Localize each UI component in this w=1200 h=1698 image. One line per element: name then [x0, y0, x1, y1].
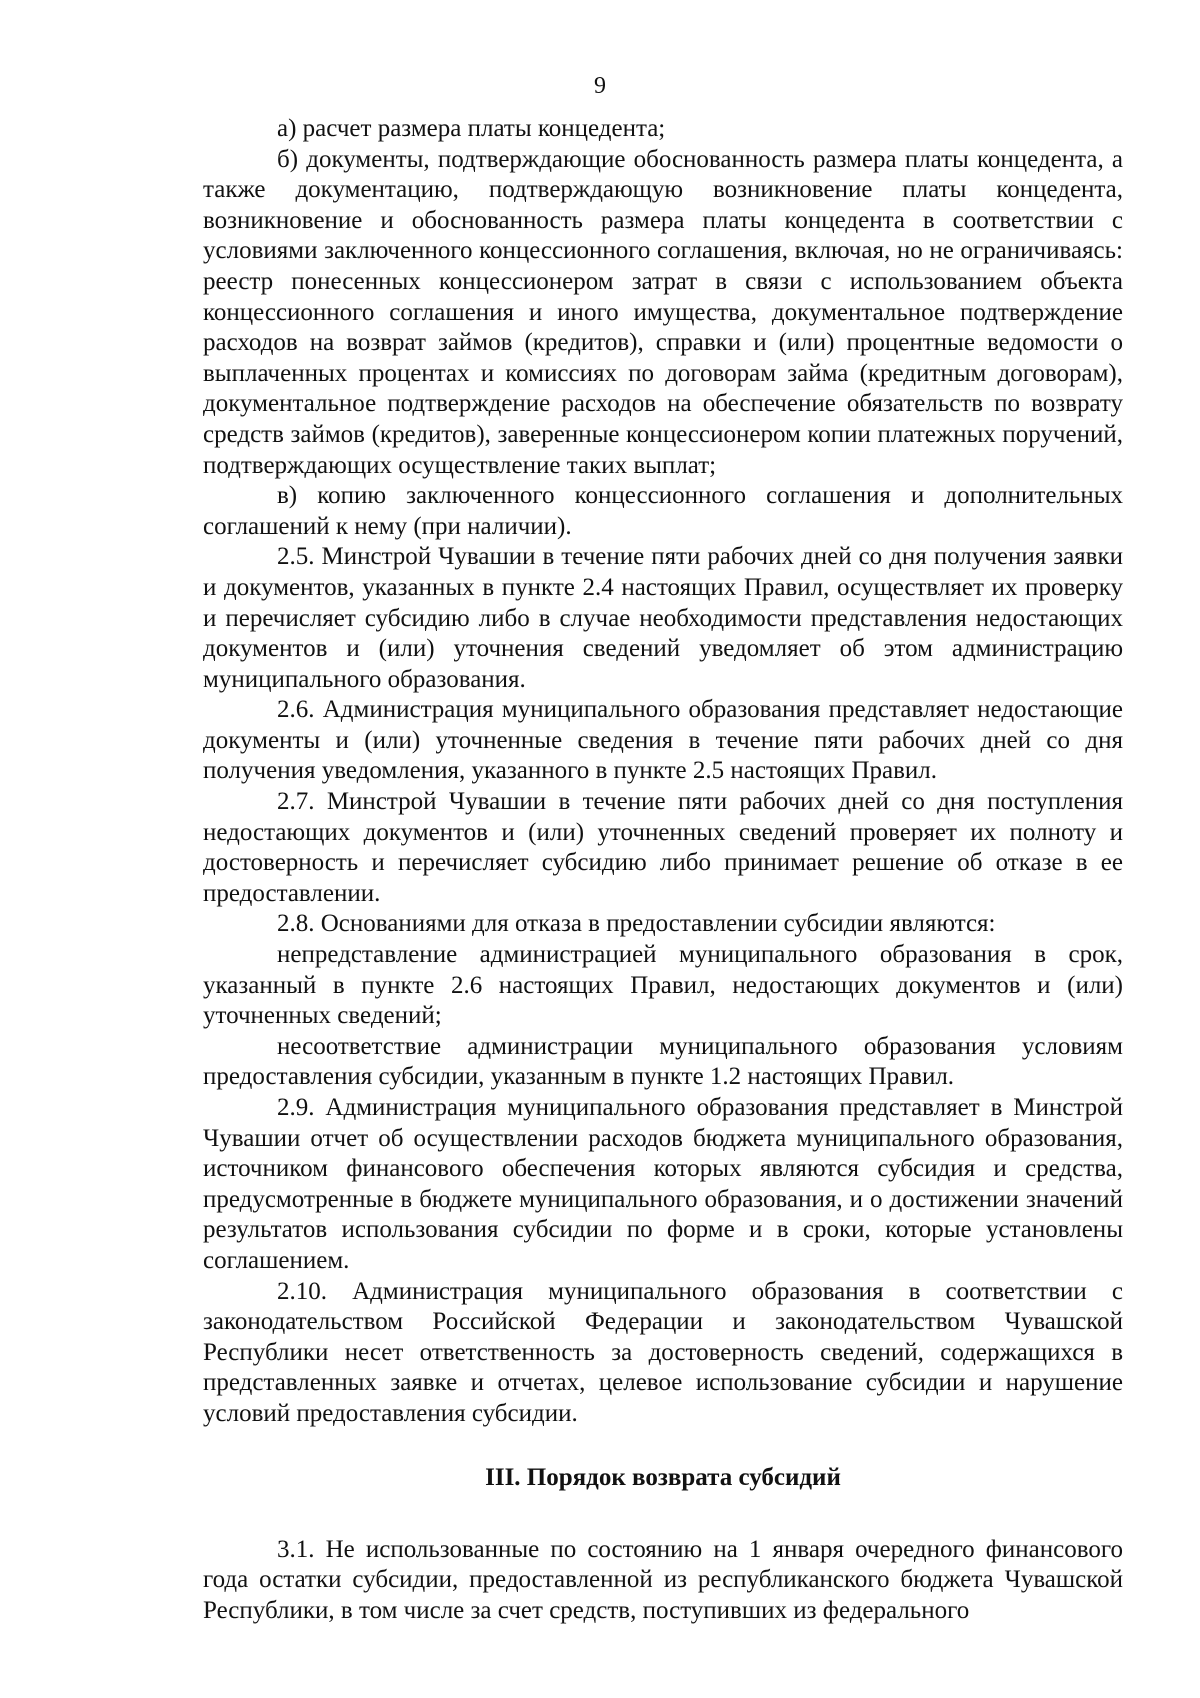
paragraph-2-8-ground-2: несоответствие администрации муниципального образования условиям предоставления субсидии, указанным в пункте 1.2 настоящих Правил.: [203, 1032, 1123, 1091]
paragraph-3-1: 3.1. Не использованные по состоянию на 1 января очередного финансового года остатки субсидии, предоставленной из республиканского бюджета Чувашской Республики, в том числе за счет средств, поступивших из федерального: [203, 1535, 1123, 1624]
paragraph-item-b: б) документы, подтверждающие обоснованность размера платы концедента, а также документацию, подтверждающую возникновение платы концедента, возникновение и обоснованность размера платы концедента в соответствии с условиями заключенного концессионного соглашения, включая, но не ограничиваясь: реестр понесенных концессионером затрат в связи с использованием объекта концессионного соглашения и иного имущества, документальное подтверждение расходов на возврат займов (кредитов), справки и (или) процентные ведомости о выплаченных процентах и комиссиях по договорам займа (кредитным договорам), документальное подтверждение расходов на обеспечение обязательств по возврату средств займов (кредитов), заверенные концессионером копии платежных поручений, подтверждающих осуществление таких выплат;: [203, 145, 1123, 479]
paragraph-2-7: 2.7. Минстрой Чувашии в течение пяти рабочих дней со дня поступления недостающих документов и (или) уточненных сведений проверяет их полноту и достоверность и перечисляет субсидию либо принимает решение об отказе в ее предоставлении.: [203, 788, 1123, 907]
section-title: III. Порядок возврата субсидий: [485, 1463, 841, 1491]
page-number: 9: [594, 73, 606, 99]
paragraph-2-8-ground-1: непредставление администрацией муниципального образования в срок, указанный в пункте 2.6 настоящих Правил, недостающих документов и (или) уточненных сведений;: [203, 941, 1123, 1030]
paragraph-2-8: 2.8. Основаниями для отказа в предоставлении субсидии являются:: [277, 910, 996, 938]
paragraph-2-5: 2.5. Минстрой Чувашии в течение пяти рабочих дней со дня получения заявки и документов, указанных в пункте 2.4 настоящих Правил, осуществляет их проверку и перечисляет субсидию либо в случае необходимости представления недостающих документов и (или) уточнения сведений уведомляет об этом администрацию муниципального образования.: [203, 543, 1123, 693]
document-body: [203, 114, 1123, 1626]
paragraph-2-10: 2.10. Администрация муниципального образования в соответствии с законодательством Российской Федерации и законодательством Чувашской Республики несет ответственность за достоверность сведений, содержащихся в представленных заявке и отчетах, целевое использование субсидии и нарушение условий предоставления субсидии.: [203, 1277, 1123, 1427]
paragraph-2-6: 2.6. Администрация муниципального образования представляет недостающие документы и (или) уточненные сведения в течение пяти рабочих дней со дня получения уведомления, указанного в пункте 2.5 настоящих Правил.: [203, 696, 1123, 785]
paragraph-item-a: а) расчет размера платы концедента;: [277, 115, 666, 142]
paragraph-2-9: 2.9. Администрация муниципального образования представляет в Минстрой Чувашии отчет об осуществлении расходов бюджета муниципального образования, источником финансового обеспечения которых являются субсидия и средства, предусмотренные в бюджете муниципального образования, и о достижении значений результатов использования субсидии по форме и в сроки, которые установлены соглашением.: [203, 1094, 1123, 1274]
paragraph-item-v: в) копию заключенного концессионного соглашения и дополнительных соглашений к нему (при наличии).: [203, 482, 1123, 540]
